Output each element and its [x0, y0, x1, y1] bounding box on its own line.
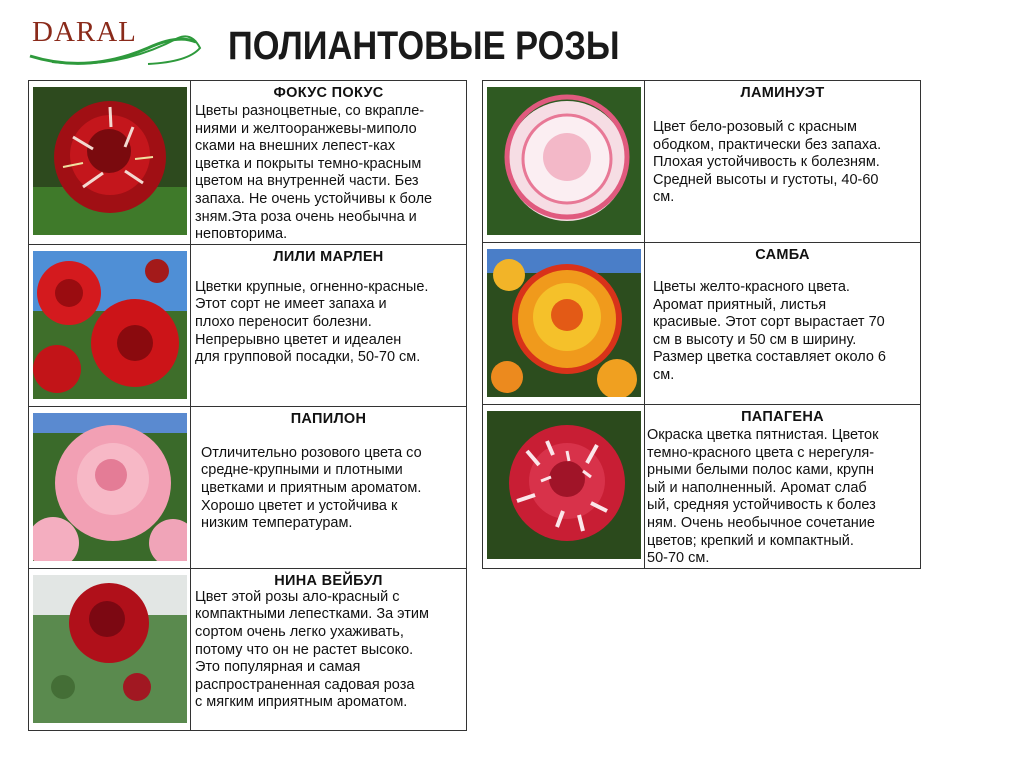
rose-photo-cell — [29, 81, 191, 245]
daral-logo — [28, 12, 208, 76]
rose-name: ПАПАГЕНА — [741, 409, 824, 425]
rose-info-cell — [645, 405, 921, 569]
rose-info-cell — [191, 244, 467, 406]
left-rose-table — [28, 80, 467, 731]
rose-photo-cell — [483, 405, 645, 569]
rose-photo-cell — [29, 406, 191, 568]
rose-row-nina-veibul — [29, 568, 467, 730]
rose-description: Цвет этой розы ало-красный с компактными лепестками. За этим сортом очень легко ухаживать, потому что он не растет высоко. Это популярная и самая распространенная садовая роза с мягким иприятным ароматом. — [195, 588, 429, 711]
rose-name: ЛАМИНУЭТ — [740, 85, 825, 101]
rose-info-cell — [191, 406, 467, 568]
rose-row-samba — [483, 243, 921, 405]
red-white-speckled-rose-photo — [487, 411, 641, 559]
rose-name: ЛИЛИ МАРЛЕН — [273, 248, 384, 265]
rose-name: ПАПИЛОН — [290, 410, 367, 427]
white-pink-rose-photo — [487, 87, 641, 235]
yellow-red-rose-photo — [487, 249, 641, 397]
right-rose-table — [482, 80, 921, 569]
rose-photo-cell — [483, 81, 645, 243]
rose-description: Цвет бело-розовый с красным ободком, практически без запаха. Плохая устойчивость к болезням. Средней высоты и густоты, 40-60 см. — [653, 119, 882, 206]
rose-photo-cell — [483, 243, 645, 405]
rose-description: Цветы разноцветные, со вкрапле- ниями и желтооранжевы-миполо сками на внешних лепест-ках цветка и покрыты темно-красным цветом на внутренней части. Без запаха. Не очень устойчивы к боле зням.Эта роза очень необычна и неповторима. — [195, 103, 433, 243]
red-white-striped-rose-photo — [33, 87, 187, 235]
rose-description: Цветы желто-красного цвета. Аромат приятный, листья красивые. Этот сорт вырастает 70 см в высоту и 50 см в ширину. Размер цветка составляет около 6 см. — [653, 279, 886, 383]
rose-photo-cell — [29, 244, 191, 406]
rose-name: САМБА — [755, 247, 810, 263]
rose-row-lili-marlen — [29, 244, 467, 406]
rose-description: Отличительно розового цвета со средне-крупными и плотными цветками и приятным ароматом. Хорошо цветет и устойчива к низким температурам. — [201, 444, 422, 532]
rose-name: ФОКУС ПОКУС — [273, 85, 384, 101]
rose-info-cell — [645, 243, 921, 405]
rose-info-cell — [191, 81, 467, 245]
rose-description: Цветки крупные, огненно-красные. Этот сорт не имеет запаха и плохо переносит болезни. Непрерывно цветет и идеален для групповой посадки, 50-70 см. — [195, 278, 429, 366]
rose-row-papagena — [483, 405, 921, 569]
pink-rose-photo — [33, 413, 187, 561]
rose-info-cell — [645, 81, 921, 243]
rose-row-fokus-pokus — [29, 81, 467, 245]
page-title: ПОЛИАНТОВЫЕ РОЗЫ — [228, 24, 620, 68]
rose-description: Окраска цветка пятнистая. Цветок темно-красного цвета с нерегуля- рными белыми полос ками, крупн ый и наполненный. Аромат слаб ый, средняя устойчивость к болез ням. Очень необычное сочетание цветов; крепкий и компактный. 50-70 см. — [647, 427, 879, 567]
rose-name: НИНА ВЕЙБУЛ — [274, 572, 383, 589]
rose-info-cell — [191, 568, 467, 730]
rose-photo-cell — [29, 568, 191, 730]
logo-text: DARAL — [32, 16, 137, 48]
rose-row-laminuet — [483, 81, 921, 243]
rose-row-papilon — [29, 406, 467, 568]
red-roses-cluster-photo — [33, 251, 187, 399]
dark-red-rose-photo — [33, 575, 187, 723]
